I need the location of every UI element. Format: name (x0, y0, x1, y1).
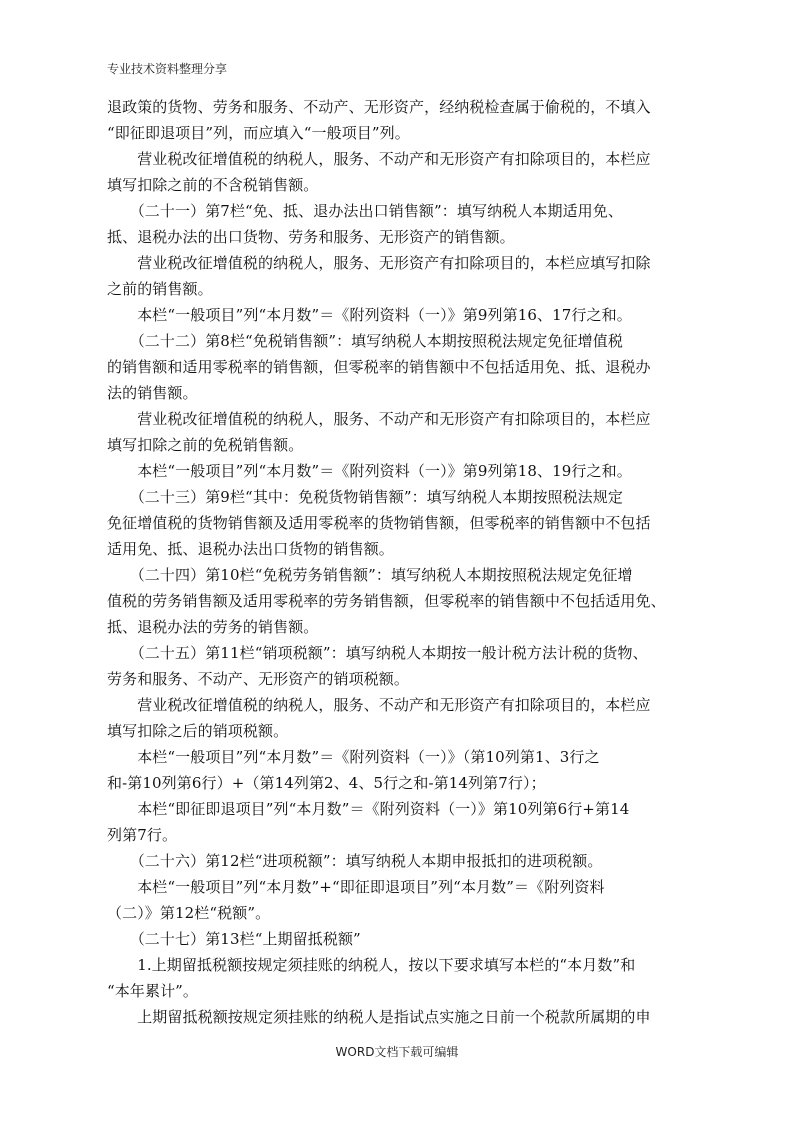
page-header: 专业技术资料整理分享 (107, 62, 228, 76)
text-line: 的销售额和适用零税率的销售额，但零税率的销售额中不包括适用免、抵、退税办 (107, 358, 651, 376)
text-line: 抵、退税办法的劳务的销售额。 (107, 618, 319, 636)
text-line: 填写扣除之后的销项税额。 (107, 722, 289, 740)
text-line: 本栏“一般项目”列“本月数”+“即征即退项目”列“本月数”＝《附列资料 (107, 878, 605, 896)
text-line: 和-第10列第6行）+（第14列第2、4、5行之和-第14列第7行）； (107, 774, 546, 792)
text-line: 法的销售额。 (107, 384, 198, 402)
text-line: 本栏“一般项目”列“本月数”＝《附列资料（一）》第9列第16、17行之和。 (107, 306, 632, 324)
text-line: （二十七）第13栏“上期留抵税额” (107, 930, 361, 948)
text-line: 本栏“一般项目”列“本月数”＝《附列资料（一）》第9列第18、19行之和。 (107, 462, 632, 480)
text-line: （二十四）第10栏“免税劳务销售额”：填写纳税人本期按照税法规定免征增 (107, 566, 633, 584)
text-line: 1.上期留抵税额按规定须挂账的纳税人，按以下要求填写本栏的“本月数”和 (107, 956, 636, 974)
text-line: “即征即退项目”列，而应填入“一般项目”列。 (107, 124, 410, 142)
text-line: （二十六）第12栏“进项税额”：填写纳税人本期申报抵扣的进项税额。 (107, 852, 603, 870)
text-line: 免征增值税的货物销售额及适用零税率的货物销售额，但零税率的销售额中不包括 (107, 514, 651, 532)
page-footer: WORD文档下载可编辑 (335, 1045, 459, 1059)
text-line: 之前的销售额。 (107, 280, 213, 298)
text-line: 上期留抵税额按规定须挂账的纳税人是指试点实施之日前一个税款所属期的申 (107, 1008, 651, 1026)
text-line: （二十五）第11栏“销项税额”：填写纳税人本期按一般计税方法计税的货物、 (107, 644, 648, 662)
text-line: 营业税改征增值税的纳税人，服务、无形资产有扣除项目的，本栏应填写扣除 (107, 254, 651, 272)
text-line: 抵、退税办法的出口货物、劳务和服务、无形资产的销售额。 (107, 228, 515, 246)
text-line: 适用免、抵、退税办法出口货物的销售额。 (107, 540, 394, 558)
text-line: 本栏“即征即退项目”列“本月数”＝《附列资料（一）》第10列第6行+第14 (107, 800, 630, 818)
text-line: （二十三）第9栏“其中：免税货物销售额”：填写纳税人本期按照税法规定 (107, 488, 623, 506)
text-line: 本栏“一般项目”列“本月数”＝《附列资料（一）》（第10列第1、3行之 (107, 748, 600, 766)
document-body (107, 94, 691, 1030)
text-line: 退政策的货物、劳务和服务、不动产、无形资产，经纳税检查属于偷税的，不填入 (107, 98, 651, 116)
text-line: 营业税改征增值税的纳税人，服务、不动产和无形资产有扣除项目的，本栏应 (107, 696, 651, 714)
text-line: 劳务和服务、不动产、无形资产的销项税额。 (107, 670, 410, 688)
text-line: （二十二）第8栏“免税销售额”：填写纳税人本期按照税法规定免征增值税 (107, 332, 623, 350)
text-line: （二十一）第7栏“免、抵、退办法出口销售额”：填写纳税人本期适用免、 (107, 202, 623, 220)
text-line: 填写扣除之前的不含税销售额。 (107, 176, 319, 194)
text-line: 填写扣除之前的免税销售额。 (107, 436, 304, 454)
text-line: （二）》第12栏“税额”。 (107, 904, 271, 922)
text-line: 列第7行。 (107, 826, 178, 844)
text-line: 营业税改征增值税的纳税人，服务、不动产和无形资产有扣除项目的，本栏应 (107, 410, 651, 428)
text-line: 值税的劳务销售额及适用零税率的劳务销售额，但零税率的销售额中不包括适用免、 (107, 592, 666, 610)
text-line: “本年累计”。 (107, 982, 199, 1000)
text-line: 营业税改征增值税的纳税人，服务、不动产和无形资产有扣除项目的，本栏应 (107, 150, 651, 168)
